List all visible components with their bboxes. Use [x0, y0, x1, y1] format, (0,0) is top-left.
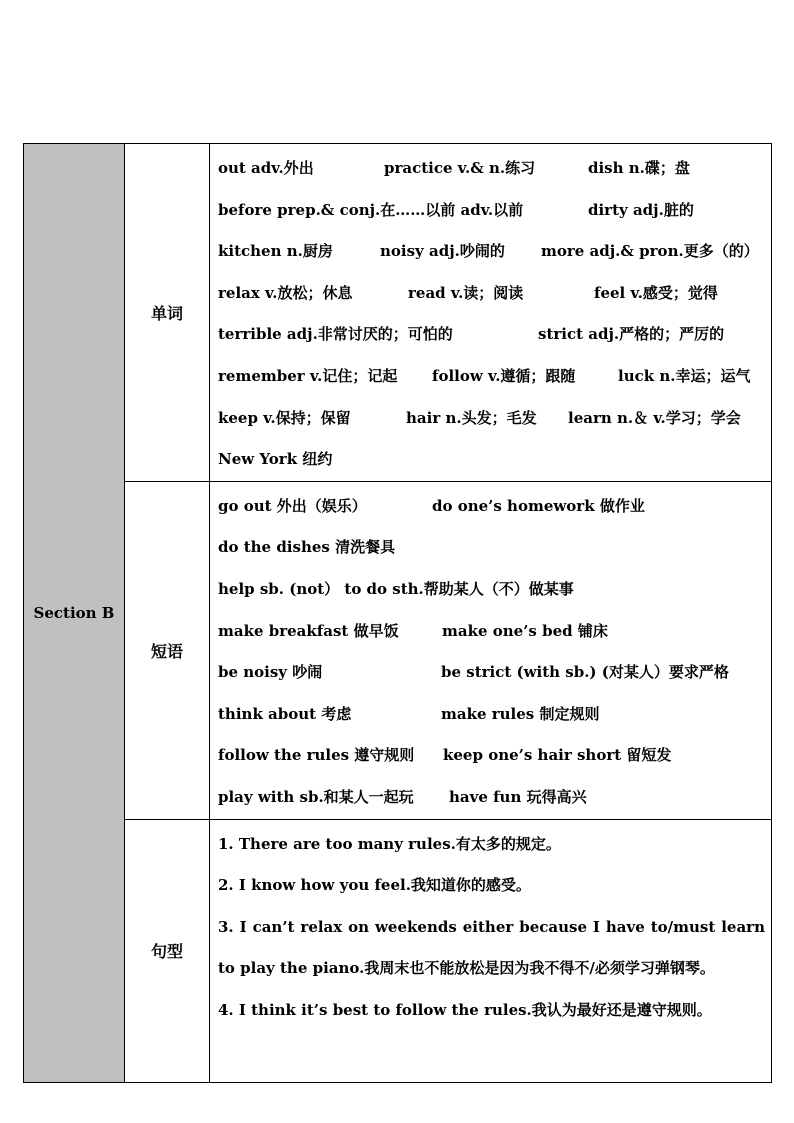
vocab-entry: dirty adj.脏的: [588, 200, 694, 219]
vocab-entry: noisy adj.吵闹的: [380, 242, 505, 261]
phrase-entry: play with sb.和某人一起玩: [218, 787, 414, 806]
phrase-entry: be strict (with sb.) (对某人）要求严格: [441, 663, 729, 682]
vocab-entry: follow v.遵循；跟随: [432, 366, 576, 385]
vocab-line: [218, 273, 767, 315]
vocab-line: [218, 356, 767, 398]
phrase-line: [218, 694, 767, 736]
vocab-entry: strict adj.严格的；严厉的: [538, 325, 725, 344]
section-label-cell: [24, 144, 125, 1083]
sentences-label: 句型: [150, 942, 183, 961]
phrase-line: [218, 735, 767, 777]
vocab-entry: keep v.保持；保留: [218, 408, 351, 427]
phrase-entry: help sb. (not） to do sth.帮助某人（不）做某事: [218, 579, 574, 598]
phrases-content-cell: [210, 481, 772, 819]
sentence-item: 4. I think it’s best to follow the rules.我认为最好还是遵守规则。: [218, 1000, 712, 1019]
vocab-entry: practice v.& n.练习: [384, 159, 536, 177]
phrase-line: [218, 527, 767, 569]
vocab-entry: kitchen n.厨房: [218, 242, 333, 261]
phrase-line: [218, 486, 767, 528]
vocab-line: [218, 439, 767, 481]
phrase-line: [218, 569, 767, 611]
vocab-entry: more adj.& pron.更多（的）: [541, 242, 759, 261]
phrases-label-cell: [125, 481, 210, 819]
sentences-content-cell: [210, 819, 772, 1082]
phrase-line: [218, 652, 767, 694]
phrases-label: 短语: [150, 641, 183, 661]
vocab-entry: feel v.感受；觉得: [594, 283, 718, 302]
vocab-entry: out adv.外出: [218, 159, 314, 177]
sentence-item: 3. I can’t relax on weekends either because I have to/must learn to play the piano.我周末也不能放松是因为我不得不/必须学习弹钢琴。: [218, 917, 765, 978]
vocab-label-cell: [125, 144, 210, 482]
sentence-item: 2. I know how you feel.我知道你的感受。: [218, 876, 531, 895]
phrase-entry: follow the rules 遵守规则: [218, 746, 415, 765]
vocabulary-table: [23, 143, 772, 1083]
vocab-line: [218, 314, 767, 356]
phrase-entry: make rules 制定规则: [441, 704, 600, 723]
phrase-entry: do one’s homework 做作业: [432, 496, 645, 515]
sentence-item: 1. There are too many rules.有太多的规定。: [218, 834, 561, 853]
vocab-entry: terrible adj.非常讨厌的；可怕的: [218, 325, 453, 344]
vocab-line: [218, 231, 767, 273]
phrase-line: [218, 777, 767, 819]
vocab-entry: New York 纽约: [218, 450, 333, 469]
section-label: Section B: [33, 603, 115, 622]
phrase-entry: keep one’s hair short 留短发: [443, 746, 672, 765]
phrase-entry: make breakfast 做早饭: [218, 621, 399, 640]
phrase-entry: think about 考虑: [218, 704, 352, 723]
vocab-entry: dish n.碟；盘: [588, 159, 690, 177]
vocab-entry: relax v.放松；休息: [218, 283, 353, 302]
phrase-entry: have fun 玩得高兴: [449, 787, 587, 806]
vocab-entry: before prep.& conj.在……以前 adv.以前: [218, 200, 524, 219]
vocab-line: [218, 148, 767, 190]
vocab-label: 单词: [150, 303, 183, 323]
vocab-entry: read v.读；阅读: [408, 283, 524, 302]
vocab-entry: luck n.幸运；运气: [618, 366, 751, 385]
vocab-entry: learn n.＆ v.学习；学会: [568, 408, 741, 427]
vocab-content-cell: [210, 144, 772, 482]
vocab-entry: hair n.头发；毛发: [406, 408, 537, 427]
phrase-entry: be noisy 吵闹: [218, 663, 323, 682]
vocab-line: [218, 190, 767, 232]
phrase-entry: make one’s bed 铺床: [442, 621, 608, 640]
vocab-line: [218, 398, 767, 440]
phrase-entry: go out 外出（娱乐）: [218, 496, 367, 515]
phrase-line: [218, 611, 767, 653]
sentences-label-cell: [125, 819, 210, 1082]
phrase-entry: do the dishes 清洗餐具: [218, 538, 396, 557]
vocab-entry: remember v.记住；记起: [218, 366, 398, 385]
